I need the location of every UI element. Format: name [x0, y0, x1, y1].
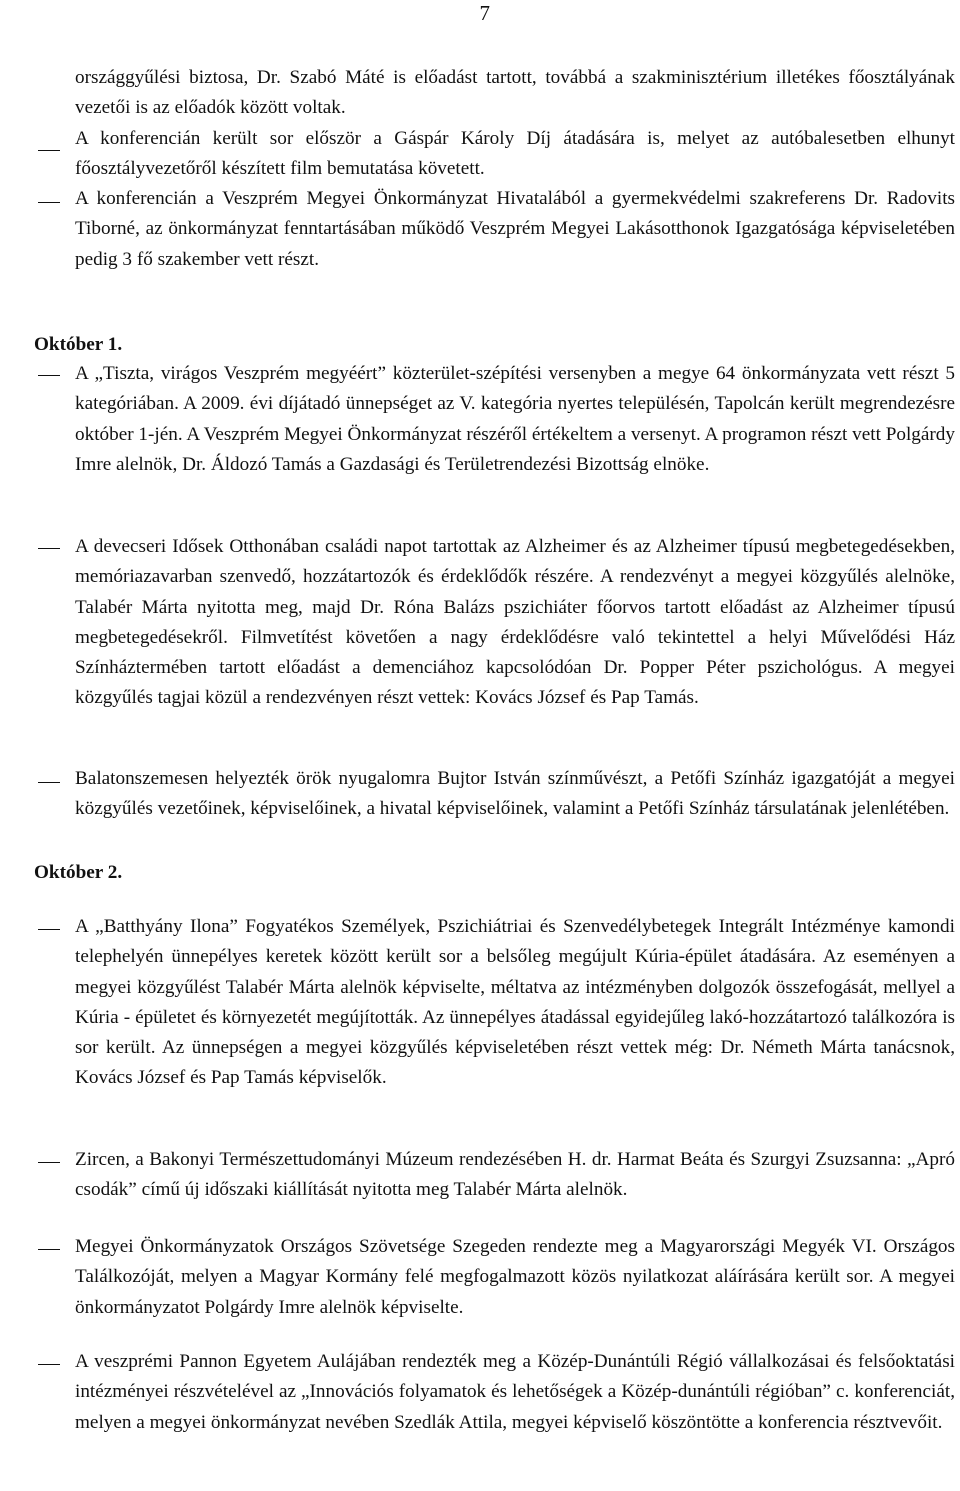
page-number: 7 — [479, 1, 490, 25]
list-item: Megyei Önkormányzatok Országos Szövetsége Szegeden rendezte meg a Magyarországi Megyék VI. Országos Találkozóját, melyen a Magyar Kormány felé megfogalmazott közös nyilatkozat aláírására került sor. A megyei önkormányzatot Polgárdy Imre alelnök képviselte. — [75, 1236, 955, 1318]
list-item: A devecseri Idősek Otthonában családi napot tartottak az Alzheimer és az Alzheimer típusú megbetegedésekben, memóriazavarban szenvedő, hozzátartozók és érdeklődők részére. A rendezvényt a megyei közgyűlés alelnöke, Talabér Márta nyitotta meg, majd Dr. Róna Balázs pszichiáter főorvos tartott előadást az Alzheimer típusú megbetegedésekről. Filmvetítést követően a nagy érdeklődésre való tekintettel a helyi Művelődési Ház Színháztermében tartott előadást a demenciához kapcsolódóan Dr. Popper Péter pszichológus. A megyei közgyűlés tagjai közül a rendezvényen részt vettek: Kovács József és Pap Tamás. — [75, 536, 955, 709]
bullet-dash — [38, 1364, 60, 1365]
bullet-dash — [38, 202, 60, 203]
bullet-dash — [38, 782, 60, 783]
list-item: Zircen, a Bakonyi Természettudományi Múzeum rendezésében H. dr. Harmat Beáta és Szurgyi Zsuzsanna: „Apró csodák” című új időszaki kiállítását nyitotta meg Talabér Márta alelnök. — [75, 1149, 955, 1201]
list-item: A „Batthyány Ilona” Fogyatékos Személyek, Pszichiátriai és Szenvedélybetegek Integrált Intézménye kamondi telephelyén ünnepélyes keretek között került sor a belsőleg megújult Kúria-épület átadására. Az eseményen a megyei közgyűlést Talabér Márta alelnök képviselte, méltatva az intézményben dolgozók összefogását, mellyel a Kúria - épületet és környezetét megújították. Az ünnepélyes átadással egyidejűleg lakó-hozzátartozó találkozóra is sor került. Az ünnepségen a megyei közgyűlés képviseletében részt vettek még: Dr. Németh Márta tanácsnok, Kovács József és Pap Tamás képviselők. — [75, 916, 955, 1089]
bullet-dash — [38, 929, 60, 930]
list-item: A „Tiszta, virágos Veszprém megyéért” közterület-szépítési versenyben a megye 64 önkormányzata vett részt 5 kategóriában. A 2009. évi díjátadó ünnepséget az V. kategória nyertes településén, Tapolcán került megrendezésre október 1-jén. A Veszprém Megyei Önkormányzat részéről értékeltem a versenyt. A programon részt vett Polgárdy Imre alelnök, Dr. Áldozó Tamás a Gazdasági és Területrendezési Bizottság elnöke. — [75, 363, 955, 475]
bullet-dash — [38, 1162, 60, 1163]
section-heading: Október 1. — [34, 334, 123, 355]
list-item: A veszprémi Pannon Egyetem Aulájában rendezték meg a Közép-Dunántúli Régió vállalkozásai és felsőoktatási intézményei részvételével az „Innovációs folyamatok és lehetőségek a Közép-dunántúli régióban” c. konferenciát, melyen a megyei önkormányzat nevében Szedlák Attila, megyei képviselő köszöntötte a konferencia résztvevőit. — [75, 1351, 955, 1433]
continuation-paragraph: országgyűlési biztosa, Dr. Szabó Máté is előadást tartott, továbbá a szakminisztérium illetékes főosztályának vezetői is az előadók között voltak. — [75, 67, 955, 119]
list-item: Balatonszemesen helyezték örök nyugalomra Bujtor István színművészt, a Petőfi Színház igazgatóját a megyei közgyűlés vezetőinek, képviselőinek, a hivatal képviselőinek, valamint a Petőfi Színház társulatának jelenlétében. — [75, 768, 955, 820]
bullet-dash — [38, 375, 60, 376]
bullet-dash — [38, 1249, 60, 1250]
list-item: A konferencián a Veszprém Megyei Önkormányzat Hivatalából a gyermekvédelmi szakreferens Dr. Radovits Tiborné, az önkormányzat fenntartásában működő Veszprém Megyei Lakásotthonok Igazgatósága képviseletében pedig 3 fő szakember vett részt. — [75, 188, 955, 270]
bullet-dash — [38, 548, 60, 549]
bullet-dash — [38, 150, 60, 151]
section-heading: Október 2. — [34, 862, 123, 883]
list-item: A konferencián került sor először a Gáspár Károly Díj átadására is, melyet az autóbalesetben elhunyt főosztályvezetőről készített film bemutatása követett. — [75, 128, 955, 180]
